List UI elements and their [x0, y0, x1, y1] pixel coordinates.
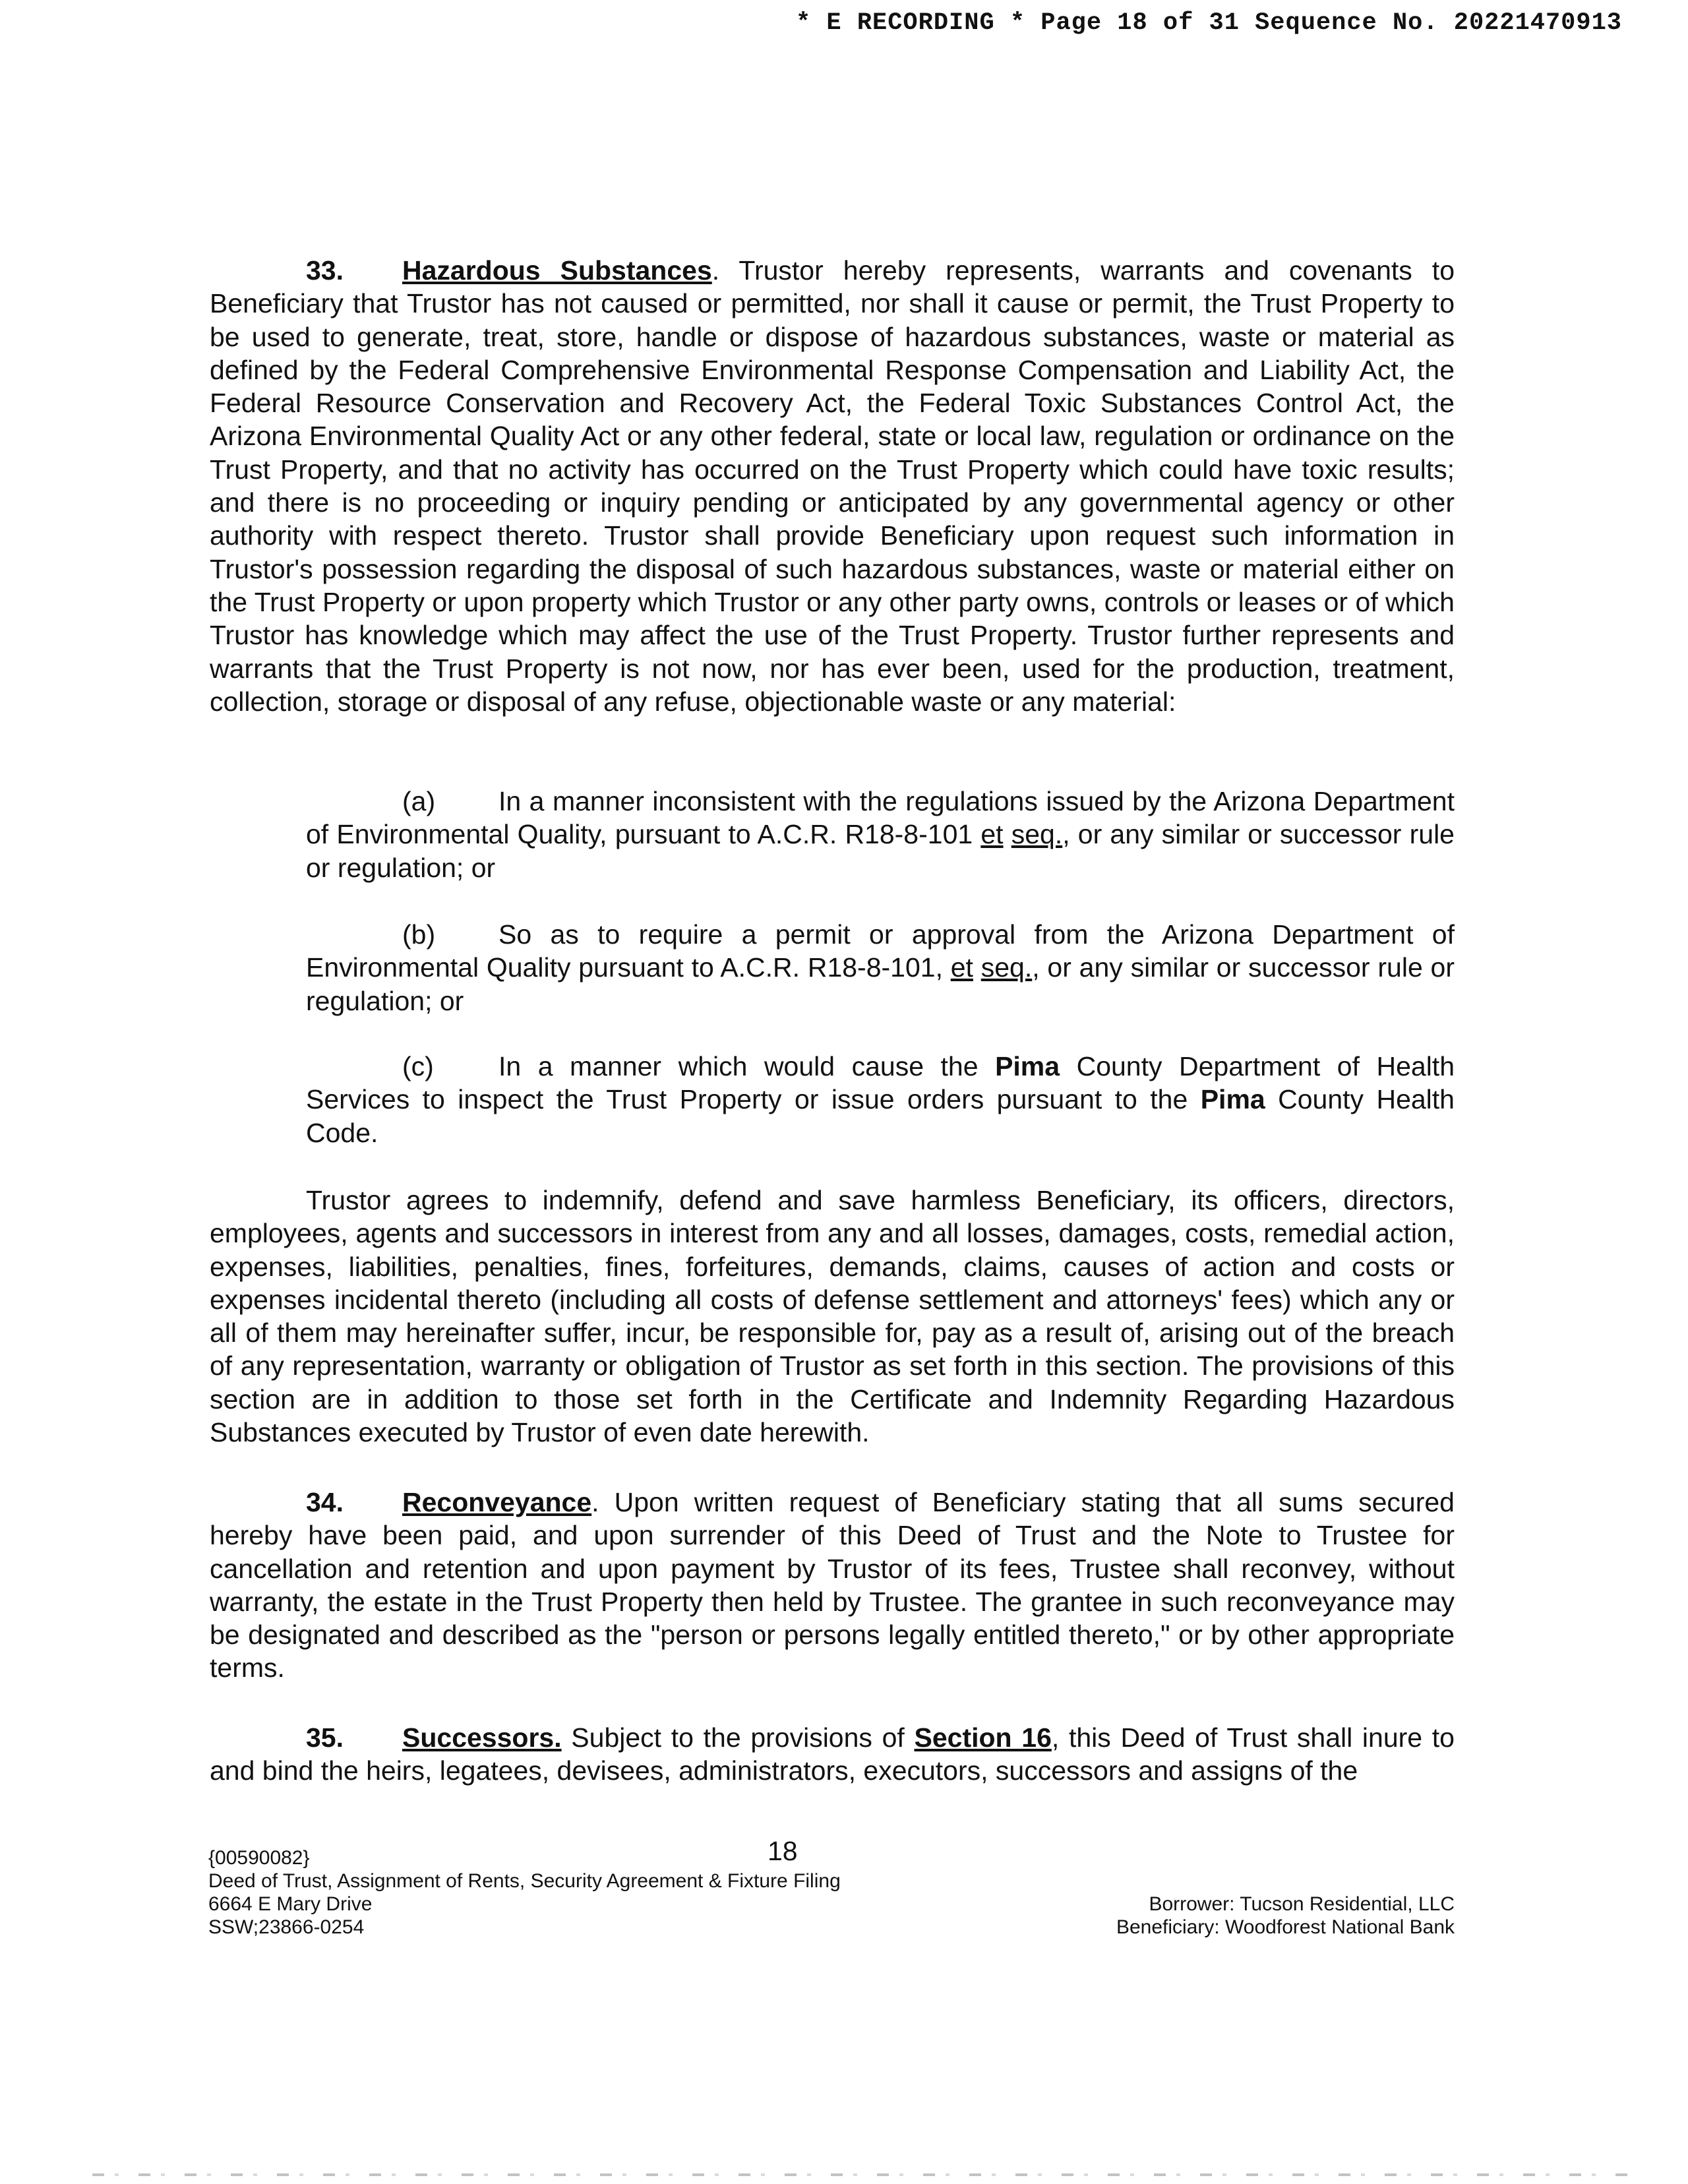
section-33-paragraph — [210, 254, 1455, 718]
section-16-reference: Section 16 — [914, 1722, 1052, 1753]
section-34-title: Reconveyance — [402, 1487, 592, 1517]
item-c-text-1: In a manner which would cause the — [498, 1051, 996, 1081]
footer-parties — [1116, 1893, 1455, 1939]
section-33-text: . Trustor hereby represents, warrants and covenants to Beneficiary that Trustor has not caused or permitted, nor shall it cause or permit, the Trust Property to be used to generate, treat, store, handle or dispose of hazardous substances, waste or material as defined by the Federal Comprehensive Environmental Response Compensation and Liability Act, the Federal Resource Conservation and Recovery Act, the Federal Toxic Substances Control Act, the Arizona Environmental Quality Act or any other federal, state or local law, regulation or ordinance on the Trust Property, and that no activity has occurred on the Trust Property which could have toxic results; and there is no proceeding or inquiry pending or anticipated by any governmental agency or other authority with respect thereto. Trustor shall provide Beneficiary upon request such information in Trustor's possession regarding the disposal of such hazardous substances, waste or material either on the Trust Property or upon property which Trustor or any other party owns, controls or leases or of which Trustor has knowledge which may affect the use of the Trust Property. Trustor further represents and warrants that the Trust Property is not now, nor has ever been, used for the production, treatment, collection, storage or disposal of any refuse, objectionable waste or any material: — [210, 255, 1455, 717]
indemnity-text: Trustor agrees to indemnify, defend and save harmless Beneficiary, its officers, directors, employees, agents and successors in interest from any and all losses, damages, costs, remedial action, expenses, liabilities, penalties, fines, forfeitures, demands, claims, causes of action and costs or expenses incidental thereto (including all costs of defense settlement and attorneys' fees) which any or all of them may hereinafter suffer, incur, be responsible for, pay as a result of, arising out of the breach of any representation, warranty or obligation of Trustor as set forth in this section. The provisions of this section are in addition to those set forth in the Certificate and Indemnity Regarding Hazardous Substances executed by Trustor of even date herewith. — [210, 1185, 1455, 1448]
section-35-text-2: , this Deed of Trust shall inure to and bind the heirs, legatees, devisees, administrators, executors, successors and assigns of the — [210, 1722, 1455, 1786]
item-c-pima-2: Pima — [1200, 1084, 1265, 1115]
page-number: 18 — [768, 1836, 798, 1866]
borrower-line: Borrower: Tucson Residential, LLC — [1149, 1893, 1455, 1915]
section-35-title: Successors. — [402, 1722, 562, 1753]
item-b-text-1: So as to require a permit or approval from the Arizona Department of Environmental Quality pursuant to A.C.R. R18-8-101, — [306, 919, 1455, 983]
indemnity-paragraph — [210, 1184, 1455, 1449]
item-c-label: (c) — [402, 1051, 434, 1081]
item-b-et: et — [950, 952, 973, 983]
item-a-paragraph — [306, 785, 1455, 884]
item-a-text-2: , or any similar or successor rule or regulation; or — [306, 819, 1455, 883]
item-b-label: (b) — [402, 919, 436, 950]
item-a-text-1: In a manner inconsistent with the regulations issued by the Arizona Department of Environmental Quality, pursuant to A.C.R. R18-8-101 — [306, 786, 1455, 850]
section-33-number: 33. — [306, 255, 344, 286]
item-b-seq: seq. — [980, 952, 1033, 983]
section-35-number: 35. — [306, 1722, 344, 1753]
scan-artifact-line — [92, 2173, 1635, 2176]
section-34-paragraph — [210, 1486, 1455, 1685]
beneficiary-line: Beneficiary: Woodforest National Bank — [1116, 1916, 1455, 1938]
document-title: Deed of Trust, Assignment of Rents, Security Agreement & Fixture Filing — [208, 1870, 841, 1892]
file-reference: SSW;23866-0254 — [208, 1916, 365, 1938]
section-35-paragraph — [210, 1721, 1455, 1788]
footer-document-info — [208, 1846, 841, 1939]
item-b-text-2: , or any similar or successor rule or regulation; or — [306, 952, 1455, 1016]
item-b-paragraph — [306, 918, 1455, 1017]
item-c-text-2: County Department of Health Services to inspect the Trust Property or issue orders pursuant to the — [306, 1051, 1455, 1115]
item-c-paragraph — [306, 1050, 1455, 1149]
item-a-seq: seq. — [1011, 819, 1063, 850]
section-35-text-1: Subject to the provisions of — [561, 1722, 915, 1753]
section-34-number: 34. — [306, 1487, 344, 1517]
item-a-label: (a) — [402, 786, 436, 816]
section-33-title: Hazardous Substances — [402, 255, 712, 286]
item-c-text-3: County Health Code. — [306, 1084, 1455, 1148]
item-c-pima-1: Pima — [995, 1051, 1060, 1081]
property-address: 6664 E Mary Drive — [208, 1893, 373, 1915]
document-id: {00590082} — [208, 1847, 310, 1869]
section-34-text: . Upon written request of Beneficiary stating that all sums secured hereby have been paid, and upon surrender of this Deed of Trust and the Note to Trustee for cancellation and retention and upon payment by Trustor of its fees, Trustee shall reconvey, without warranty, the estate in the Trust Property then held by Trustee. The grantee in such reconveyance may be designated and described as the "person or persons legally entitled thereto," or by other appropriate terms. — [210, 1487, 1455, 1684]
recording-header: * E RECORDING * Page 18 of 31 Sequence No. 20221470913 — [796, 9, 1622, 37]
item-a-et: et — [980, 819, 1004, 850]
